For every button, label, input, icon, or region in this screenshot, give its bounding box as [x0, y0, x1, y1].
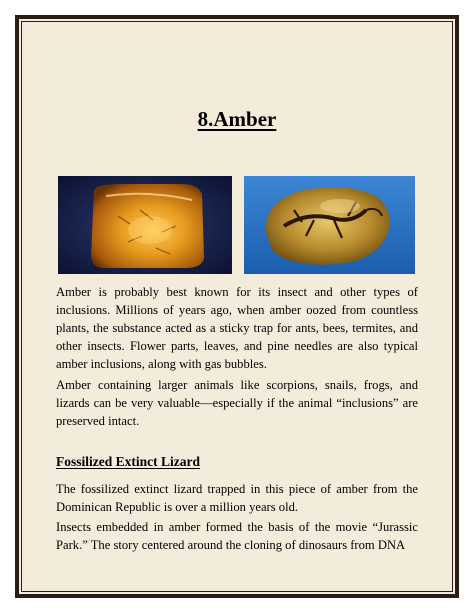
- section-heading: Fossilized Extinct Lizard: [56, 454, 200, 469]
- amber-block-photo: [58, 176, 232, 274]
- amber-lizard-photo: [244, 176, 415, 274]
- paragraph-amber-inclusions: Amber is probably best known for its insect and other types of inclusions. Millions of years ago, when amber oozed from countless plants, the substance acted as a sticky trap for ants, bees, termites, and other insects. Flower parts, leaves, and pine needles are also typical amber inclusions, along with gas bubbles.: [56, 285, 418, 371]
- paragraph-larger-animals: Amber containing larger animals like scorpions, snails, frogs, and lizards can be very valuable—especially if the animal “inclusions” are preserved intact.: [56, 378, 418, 428]
- paragraph-lizard: The fossilized extinct lizard trapped in this piece of amber from the Dominican Republic is over a million years old.: [56, 482, 418, 514]
- paragraph-jurassic-park: Insects embedded in amber formed the basis of the movie “Jurassic Park.” The story centered around the cloning of dinosaurs from DNA: [56, 520, 418, 552]
- page-title: 8.Amber: [197, 107, 277, 131]
